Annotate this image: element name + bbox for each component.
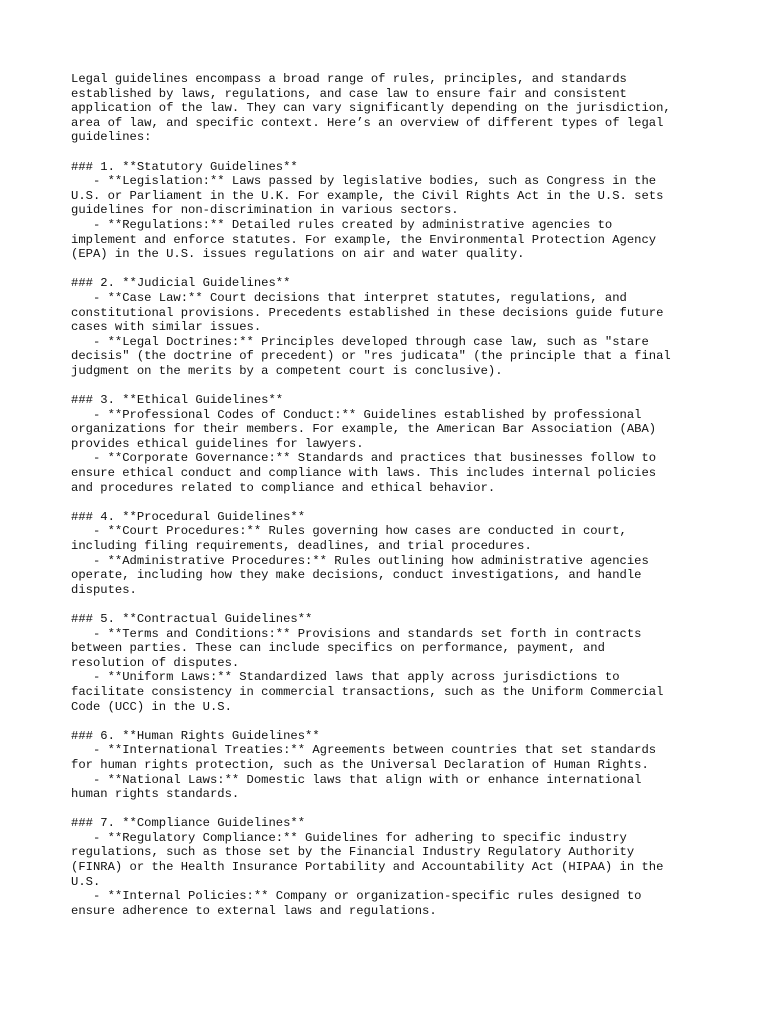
text-line: U.S. <box>71 874 101 889</box>
text-line: for human rights protection, such as the Universal Declaration of Human Rights. <box>71 757 649 772</box>
text-line: - **Case Law:** Court decisions that interpret statutes, regulations, and <box>71 290 627 305</box>
blank-line <box>71 597 711 612</box>
text-line: disputes. <box>71 582 137 597</box>
text-line: - **Legislation:** Laws passed by legislative bodies, such as Congress in the <box>71 174 657 189</box>
blank-line <box>71 378 711 393</box>
section-heading: ### 2. **Judicial Guidelines** <box>71 276 291 291</box>
blank-line <box>71 262 711 277</box>
text-line: - **Corporate Governance:** Standards and practices that businesses follow to <box>71 451 657 466</box>
document-text <box>71 72 711 918</box>
text-line: guidelines: <box>71 130 152 145</box>
text-line: - **Court Procedures:** Rules governing how cases are conducted in court, <box>71 524 627 539</box>
text-line: ensure adherence to external laws and regulations. <box>71 903 437 918</box>
text-line: - **Regulations:** Detailed rules created by administrative agencies to <box>71 217 613 232</box>
text-line: between parties. These can include specifics on performance, payment, and <box>71 641 605 656</box>
text-line: resolution of disputes. <box>71 655 240 670</box>
text-line: Legal guidelines encompass a broad range of rules, principles, and standards <box>71 72 627 86</box>
text-line: organizations for their members. For example, the American Bar Association (ABA) <box>71 422 657 437</box>
text-line: - **Legal Doctrines:** Principles developed through case law, such as "stare <box>71 334 649 349</box>
text-line: including filing requirements, deadlines, and trial procedures. <box>71 539 532 553</box>
text-line: (EPA) in the U.S. issues regulations on air and water quality. <box>71 247 525 262</box>
text-line: - **Professional Codes of Conduct:** Guidelines established by professional <box>71 407 642 422</box>
text-line: decisis" (the doctrine of precedent) or "res judicata" (the principle that a final <box>71 349 671 364</box>
text-line: Code (UCC) in the U.S. <box>71 699 232 714</box>
blank-line <box>71 802 711 817</box>
section-heading: ### 5. **Contractual Guidelines** <box>71 611 313 626</box>
text-line: U.S. or Parliament in the U.K. For example, the Civil Rights Act in the U.S. sets <box>71 188 664 203</box>
text-line: (FINRA) or the Health Insurance Portability and Accountability Act (HIPAA) in the <box>71 860 664 875</box>
text-line: facilitate consistency in commercial transactions, such as the Uniform Commercial <box>71 684 664 699</box>
text-line: judgment on the merits by a competent court is conclusive). <box>71 363 503 378</box>
blank-line <box>71 495 711 510</box>
section-heading: ### 3. **Ethical Guidelines** <box>71 393 284 408</box>
text-line: established by laws, regulations, and case law to ensure fair and consistent <box>71 86 627 101</box>
text-line: - **Regulatory Compliance:** Guidelines for adhering to specific industry <box>71 830 627 845</box>
text-line: ensure ethical conduct and compliance with laws. This includes internal policies <box>71 466 657 481</box>
text-line: - **Terms and Conditions:** Provisions and standards set forth in contracts <box>71 626 642 641</box>
text-line: - **Internal Policies:** Company or organization-specific rules designed to <box>71 889 642 904</box>
text-line: provides ethical guidelines for lawyers. <box>71 436 364 451</box>
text-line: regulations, such as those set by the Financial Industry Regulatory Authority <box>71 845 635 860</box>
text-line: constitutional provisions. Precedents established in these decisions guide future <box>71 305 664 320</box>
blank-line <box>71 714 711 729</box>
text-line: implement and enforce statutes. For example, the Environmental Protection Agency <box>71 232 657 247</box>
section-heading: ### 1. **Statutory Guidelines** <box>71 159 298 174</box>
text-line: application of the law. They can vary significantly depending on the jurisdiction, <box>71 101 671 116</box>
text-line: human rights standards. <box>71 787 240 802</box>
section-heading: ### 6. **Human Rights Guidelines** <box>71 728 320 743</box>
text-line: operate, including how they make decisions, conduct investigations, and handle <box>71 568 642 583</box>
text-line: cases with similar issues. <box>71 320 262 335</box>
text-line: - **International Treaties:** Agreements between countries that set standards <box>71 743 657 758</box>
text-line: area of law, and specific context. Here’s an overview of different types of legal <box>71 115 664 130</box>
text-line: - **Administrative Procedures:** Rules outlining how administrative agencies <box>71 553 649 568</box>
section-heading: ### 7. **Compliance Guidelines** <box>71 816 306 831</box>
text-line: - **Uniform Laws:** Standardized laws that apply across jurisdictions to <box>71 670 620 685</box>
text-line: and procedures related to compliance and ethical behavior. <box>71 480 496 495</box>
text-line: guidelines for non-discrimination in various sectors. <box>71 203 459 218</box>
blank-line <box>71 145 711 160</box>
text-line: - **National Laws:** Domestic laws that align with or enhance international <box>71 772 642 787</box>
section-heading: ### 4. **Procedural Guidelines** <box>71 509 306 524</box>
